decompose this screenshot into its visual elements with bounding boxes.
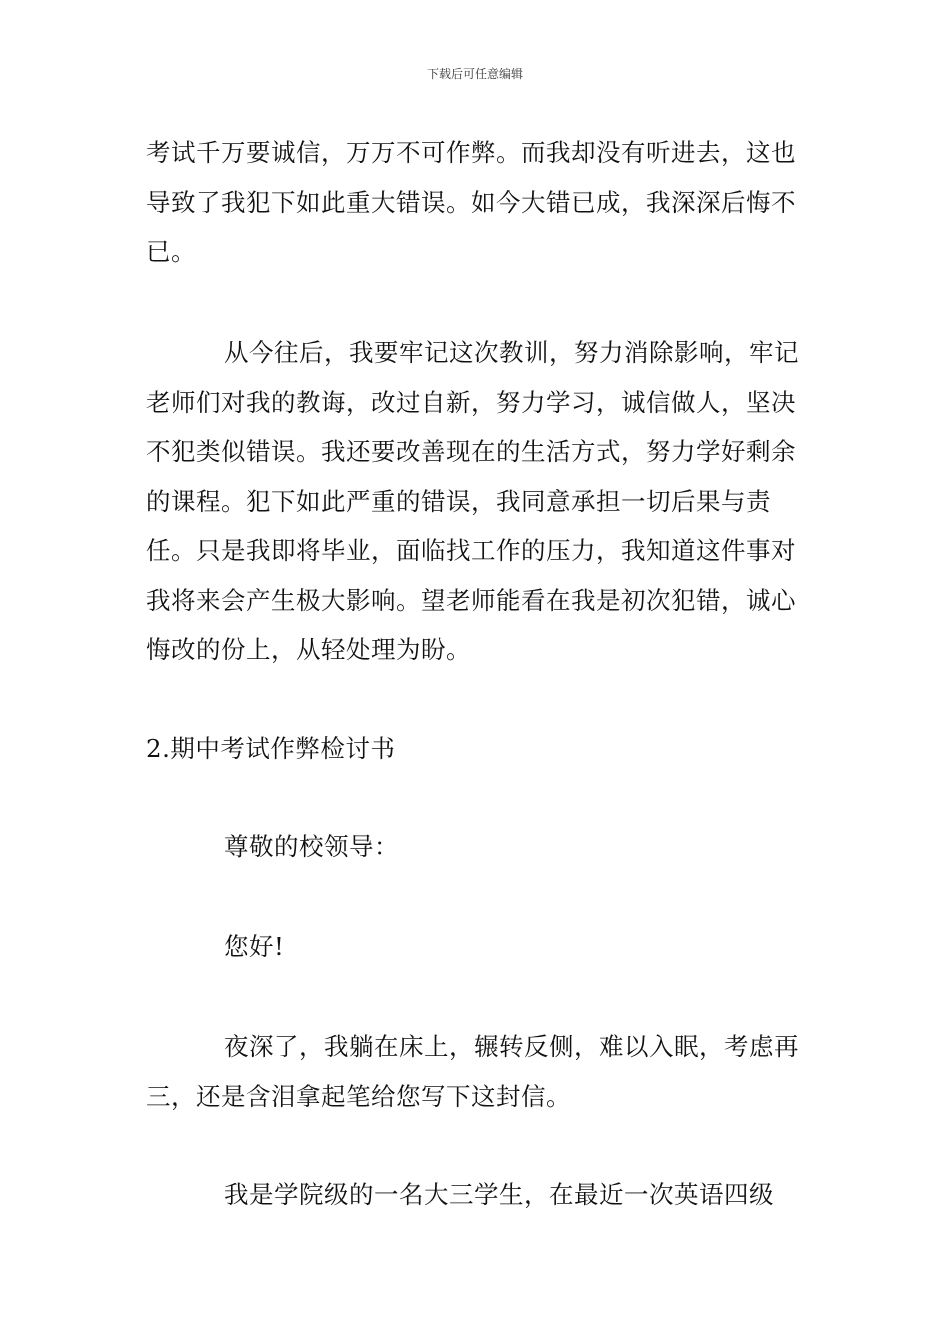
paragraph-student-intro: 我是学院级的一名大三学生，在最近一次英语四级 <box>224 1180 774 1209</box>
salutation: 尊敬的校领导： <box>224 832 399 861</box>
page-header: 下载后可任意编辑 <box>426 67 523 81</box>
paragraph-night: 夜深了，我躺在床上，辗转反侧，难以入眠，考虑再三，还是含泪拿起笔给您写下这封信。 <box>146 1032 799 1111</box>
paragraph-resolution: 从今往后，我要牢记这次教训，努力消除影响，牢记老师们对我的教诲，改过自新，努力学习，诚信做人，坚决不犯类似错误。我还要改善现在的生活方式，努力学好剩余的课程。犯下如此严重的错误，我同意承担一切后果与责任。只是我即将毕业，面临找工作的压力，我知道这件事对我将来会产生极大影响。望老师能看在我是初次犯错，诚心悔改的份上，从轻处理为盼。 <box>146 338 799 664</box>
section-title: 2.期中考试作弊检讨书 <box>146 734 396 763</box>
paragraph-exam-honesty: 考试千万要诚信，万万不可作弊。而我却没有听进去，这也导致了我犯下如此重大错误。如今大错已成，我深深后悔不已。 <box>146 138 796 266</box>
greeting: 您好! <box>224 932 285 961</box>
